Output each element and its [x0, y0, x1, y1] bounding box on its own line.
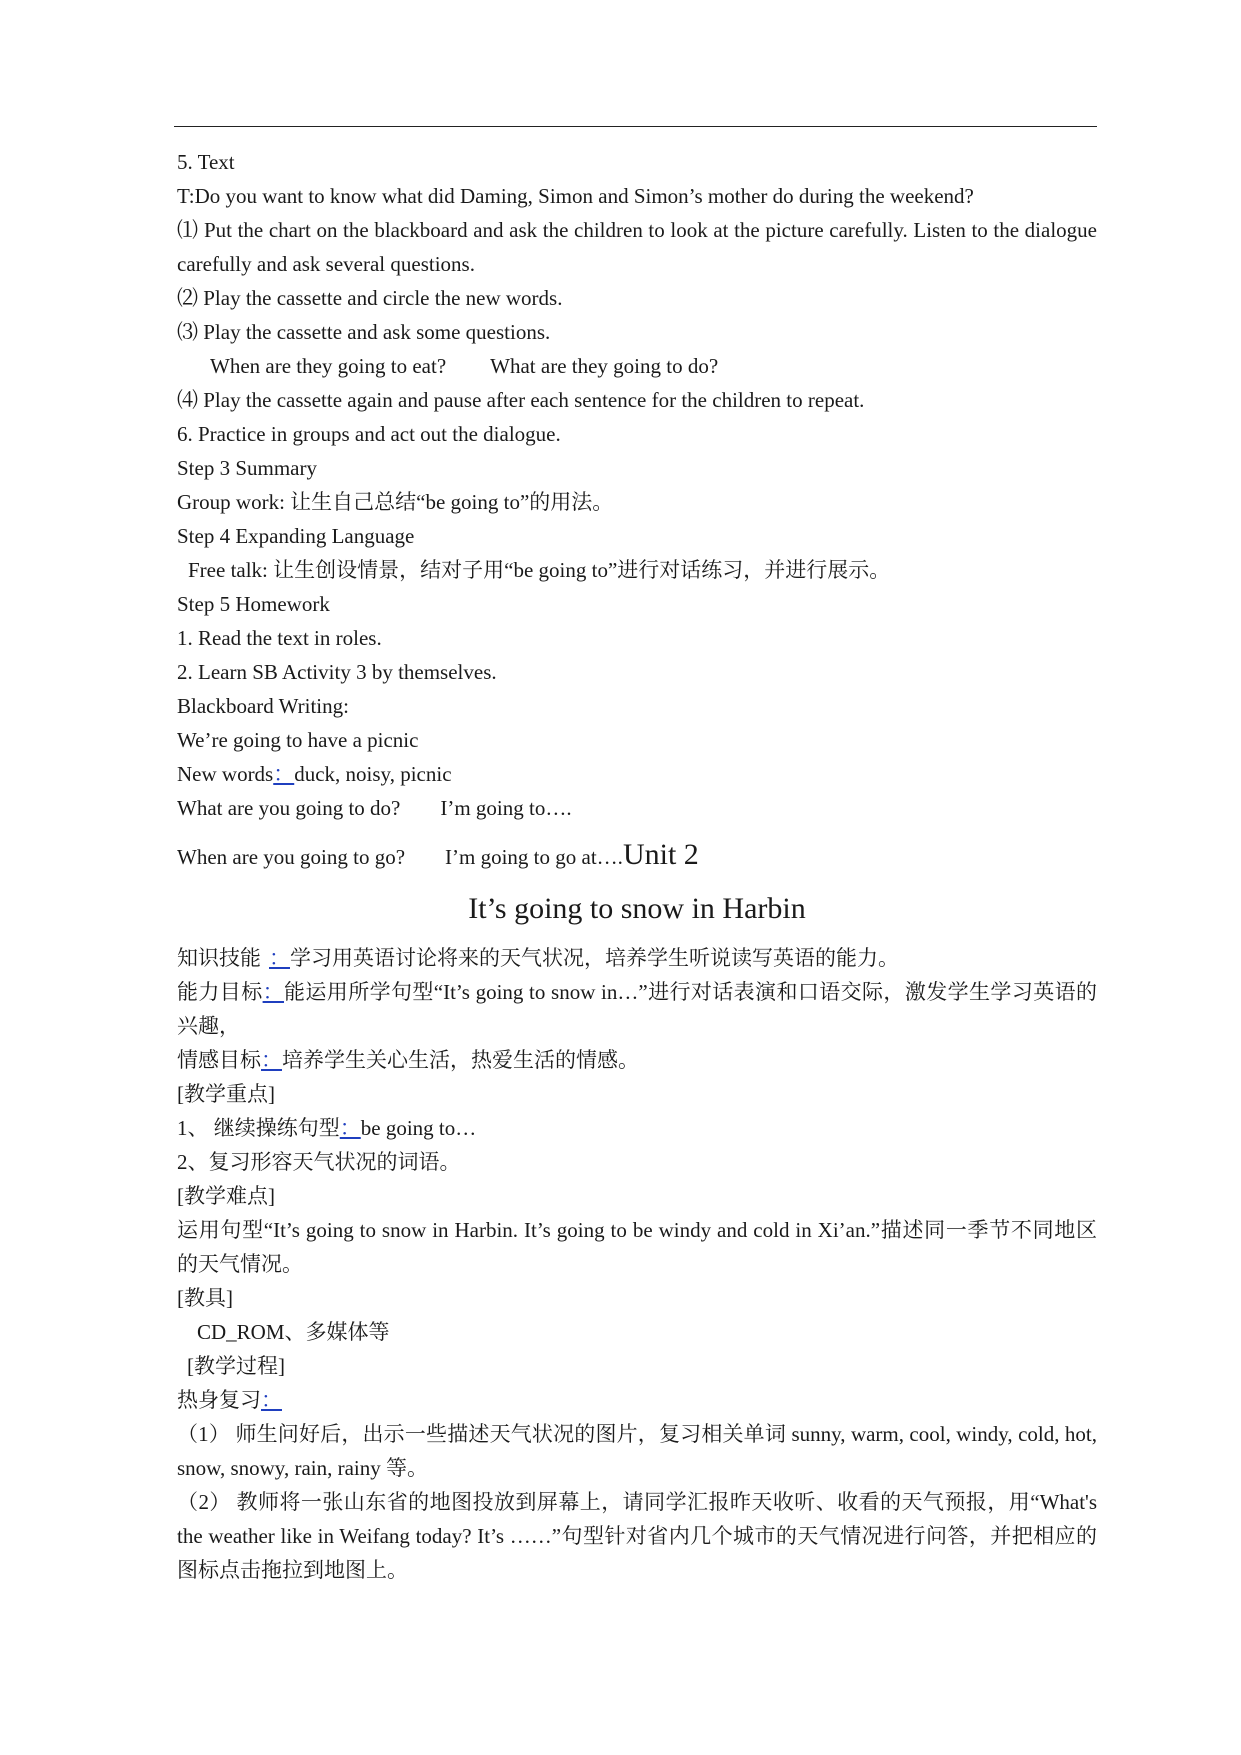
question: What are you going to do?: [177, 796, 401, 820]
colon-link[interactable]: ：: [261, 1388, 282, 1412]
text-line: Group work: 让生自己总结“be going to”的用法。: [177, 490, 614, 514]
text-line: 5. Text: [177, 150, 235, 174]
colon-link[interactable]: ：: [261, 1048, 282, 1072]
text-line: Blackboard Writing:: [177, 694, 349, 718]
objective-line: [177, 975, 1097, 1043]
process-paragraph: （1） 师生问好后，出示一些描述天气状况的图片，复习相关单词 sunny, warm, cool, windy, cold, hot, snow, snowy, rain, rainy 等。: [177, 1422, 1097, 1480]
text-line: 1. Read the text in roles.: [177, 626, 382, 650]
qa-line: [177, 825, 1097, 873]
text-line: 6. Practice in groups and act out the dialogue.: [177, 422, 561, 446]
colon-link[interactable]: ：: [339, 1116, 361, 1140]
key-point-text: 1、 继续操练句型: [177, 1116, 340, 1140]
objective-label: 知识技能: [177, 946, 261, 970]
objective-text: 学习用英语讨论将来的天气状况，培养学生听说读写英语的能力。: [290, 946, 899, 970]
section-heading: [教学难点]: [177, 1184, 275, 1208]
new-words-line: [177, 757, 1097, 791]
objective-line: [177, 1043, 1097, 1077]
question: When are you going to go?: [177, 845, 406, 869]
question-what-do: What are they going to do?: [490, 354, 719, 378]
step-heading: Step 4 Expanding Language: [177, 524, 415, 548]
warmup-line: [177, 1383, 1097, 1417]
section-heading: [教学过程]: [187, 1354, 285, 1378]
key-point-pattern: be going to…: [360, 1116, 477, 1140]
text-line: Free talk: 让生创设情景，结对子用“be going to”进行对话练习，并进行展示。: [188, 558, 891, 582]
section-heading: [教学重点]: [177, 1082, 275, 1106]
text-line: We’re going to have a picnic: [177, 728, 419, 752]
new-words-label: New words: [177, 762, 274, 786]
question-line: [177, 349, 1097, 383]
unit-heading: Unit 2: [622, 838, 699, 871]
process-paragraph: （2） 教师将一张山东省的地图投放到屏幕上，请同学汇报昨天收听、收看的天气预报，用“What's the weather like in Weifang today? It’s ……”句型针对省内几个城市的天气情况进行问答，并把相应的图标点击拖拉到地图上。: [177, 1490, 1097, 1582]
objective-line: [177, 941, 1097, 975]
page-title: It’s going to snow in Harbin: [468, 892, 806, 925]
text-paragraph: ⑴ Put the chart on the blackboard and ask the children to look at the picture carefully. Listen to the dialogue carefully and ask several questions.: [177, 218, 1097, 276]
text-line: T:Do you want to know what did Daming, Simon and Simon’s mother do during the weekend?: [177, 184, 974, 208]
objective-text: 能运用所学句型“It’s going to snow in…”进行对话表演和口语交际，激发学生学习英语的兴趣，: [177, 980, 1098, 1038]
warmup-label: 热身复习: [177, 1388, 261, 1412]
answer: I’m going to….: [440, 796, 572, 820]
colon-link[interactable]: ：: [269, 946, 290, 970]
new-words-list: duck, noisy, picnic: [294, 762, 452, 786]
tools-line: CD_ROM、多媒体等: [197, 1320, 390, 1344]
document-body: [177, 145, 1097, 1587]
key-point-line: 2、复习形容天气状况的词语。: [177, 1150, 461, 1174]
step-heading: Step 3 Summary: [177, 456, 317, 480]
step-heading: Step 5 Homework: [177, 592, 330, 616]
question-when-eat: When are they going to eat?: [210, 354, 447, 378]
header-rule: [174, 126, 1097, 127]
text-line: ⑷ Play the cassette again and pause after each sentence for the children to repeat.: [177, 388, 865, 412]
difficulty-paragraph: 运用句型“It’s going to snow in Harbin. It’s going to be windy and cold in Xi’an.”描述同一季节不同地区的天气情况。: [177, 1218, 1097, 1276]
section-heading: [教具]: [177, 1286, 233, 1310]
key-point-line: [177, 1111, 1097, 1145]
text-line: 2. Learn SB Activity 3 by themselves.: [177, 660, 497, 684]
qa-line: [177, 791, 1097, 825]
text-line: ⑵ Play the cassette and circle the new words.: [177, 286, 563, 310]
colon-link[interactable]: ：: [273, 762, 295, 786]
objective-label: 情感目标: [177, 1048, 261, 1072]
objective-label: 能力目标: [177, 980, 263, 1004]
colon-link[interactable]: ：: [262, 980, 284, 1004]
text-line: ⑶ Play the cassette and ask some questions.: [177, 320, 551, 344]
answer: I’m going to go at….: [445, 845, 623, 869]
objective-text: 培养学生关心生活，热爱生活的情感。: [282, 1048, 639, 1072]
